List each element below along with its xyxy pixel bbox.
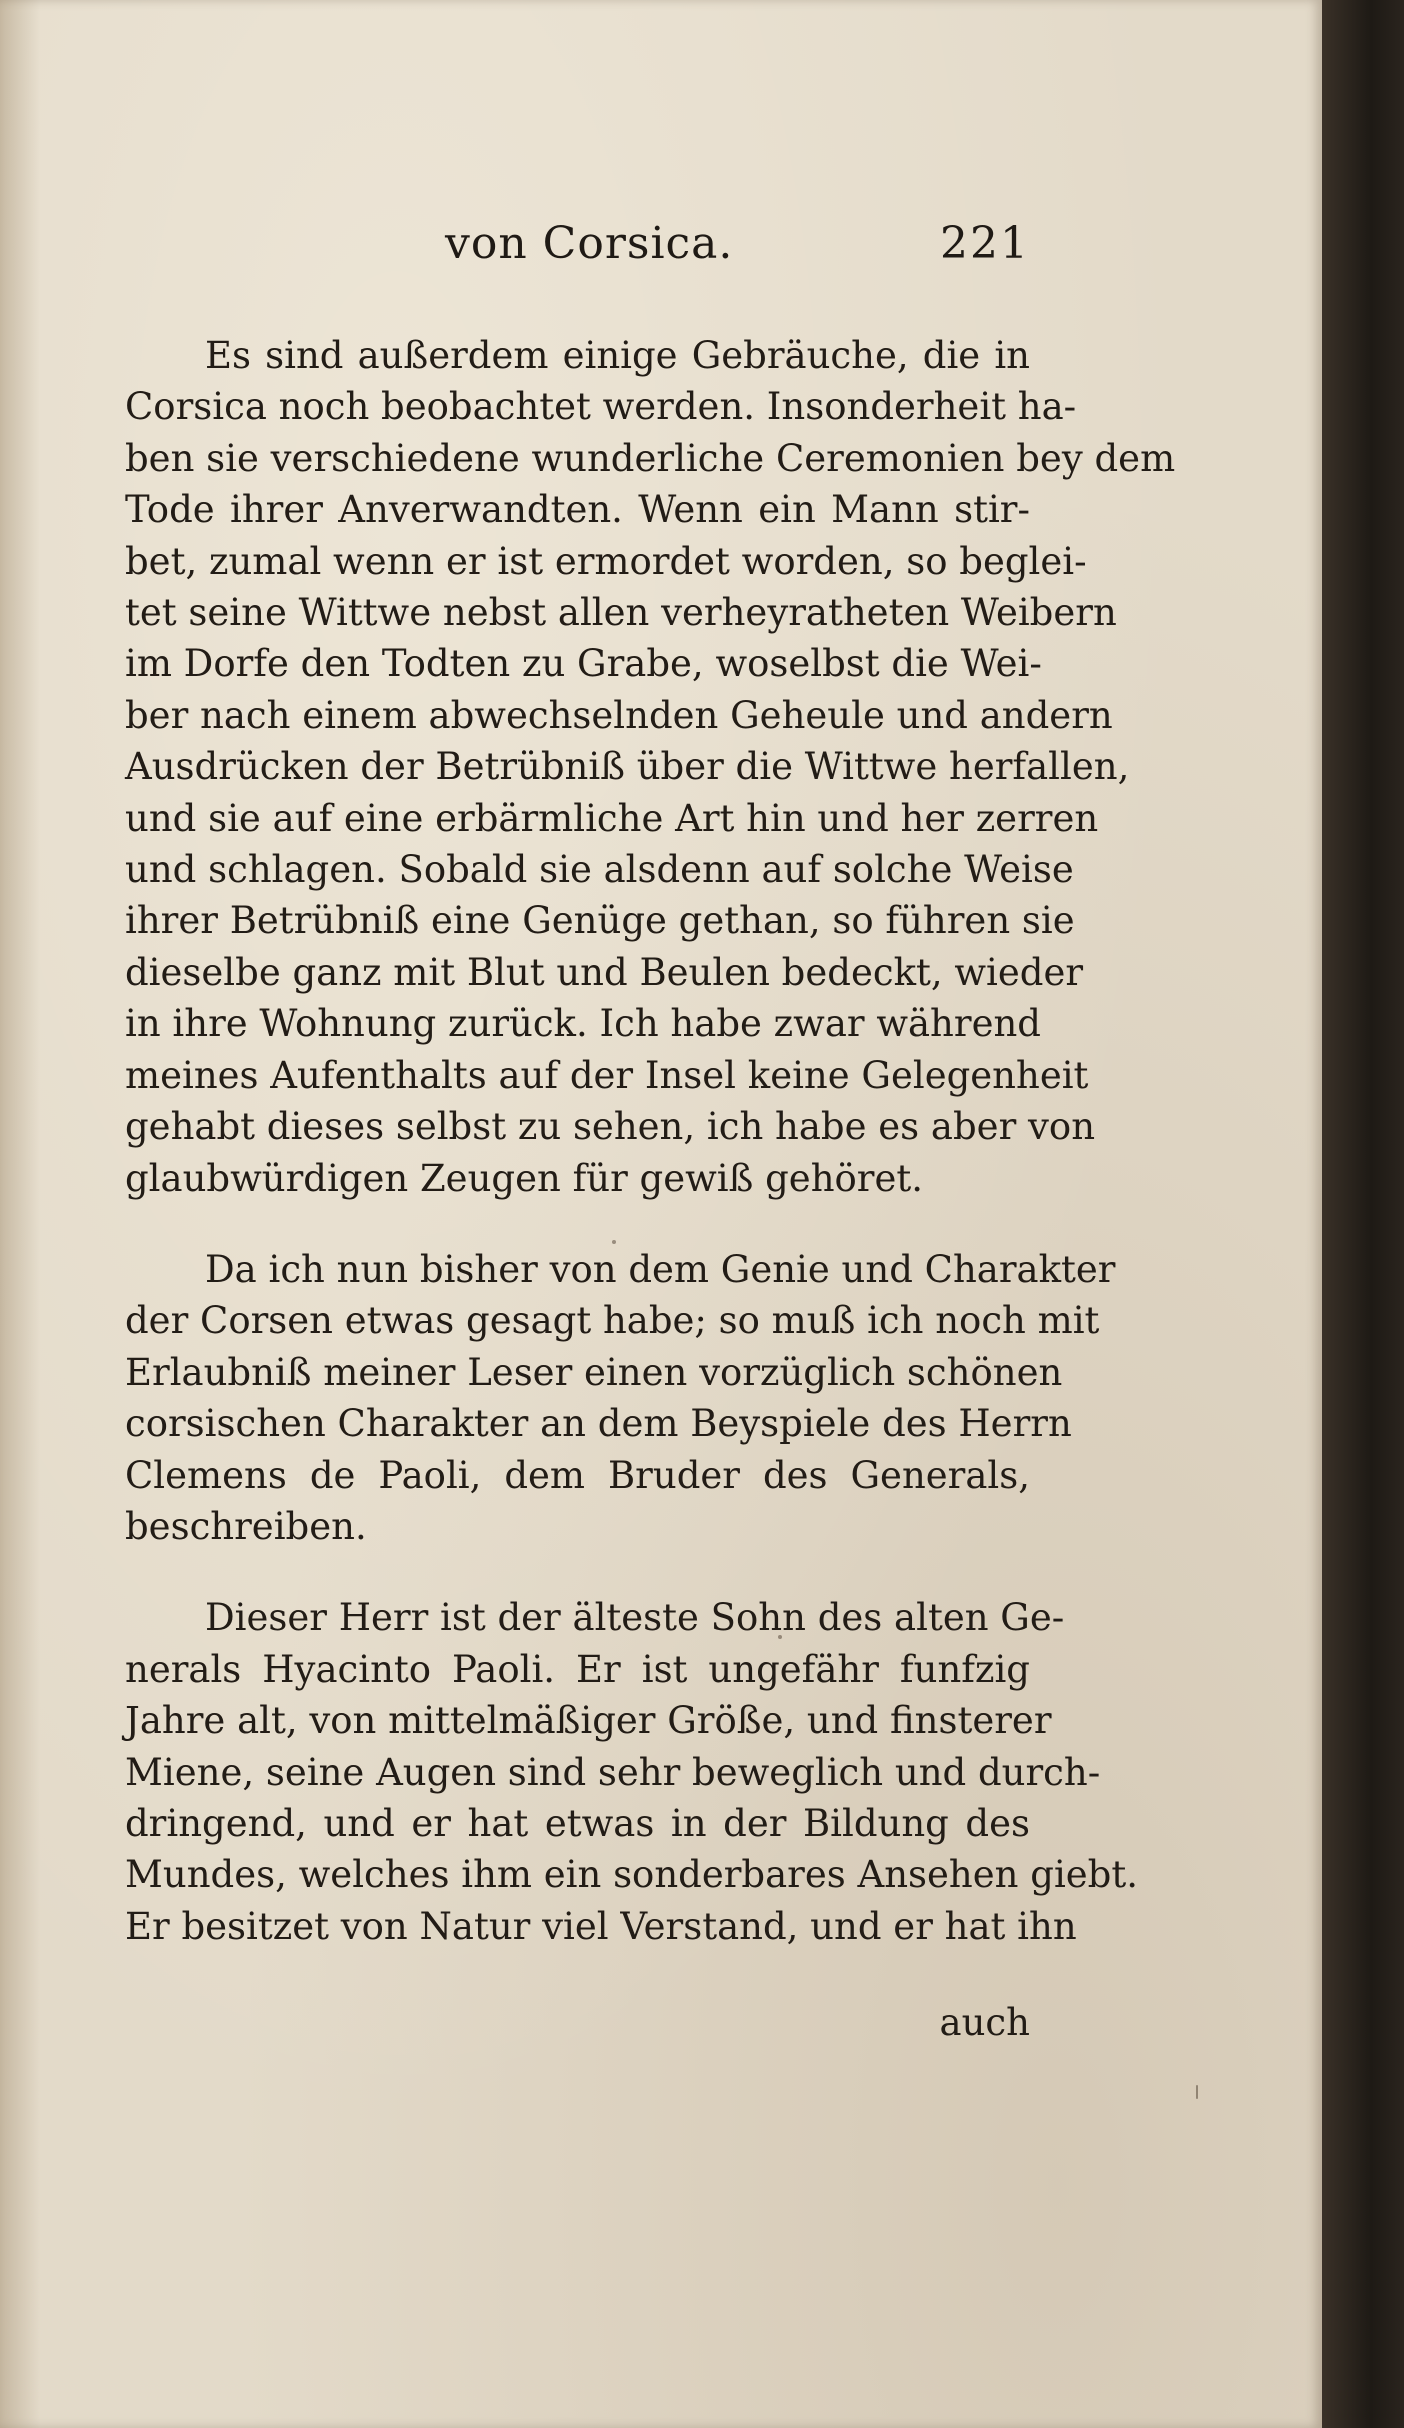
paper-speck (612, 1240, 616, 1244)
text-line: der Corsen etwas gesagt habe; so muß ich noch mit (125, 1299, 1100, 1343)
text-line: Es sind außerdem einige Gebräuche, die in (205, 334, 1030, 377)
text-line: Jahre alt, von mittelmäßiger Größe, und finsterer (125, 1699, 1052, 1743)
paper-speck (778, 1635, 782, 1639)
page-header (125, 218, 1030, 288)
text-line: und sie auf eine erbärmliche Art hin und her zerren (125, 796, 1099, 840)
text-line: Clemens de Paoli, dem Bruder des Generals, (125, 1453, 1030, 1497)
text-line: und schlagen. Sobald sie alsdenn auf solche Weise (125, 848, 1074, 892)
text-line: in ihre Wohnung zurück. Ich habe zwar während (125, 1002, 1041, 1046)
text-line: ber nach einem abwechselnden Geheule und andern (125, 693, 1113, 737)
text-line: im Dorfe den Todten zu Grabe, woselbst die Wei- (125, 642, 1042, 686)
text-line: Miene, seine Augen sind sehr beweglich und durch- (125, 1750, 1101, 1794)
paragraph-customs (125, 330, 1176, 1204)
text-line: Er besitzet von Natur viel Verstand, und er hat ihn (125, 1904, 1077, 1948)
text-line: Erlaubniß meiner Leser einen vorzüglich schönen (125, 1350, 1063, 1394)
text-line: dringend, und er hat etwas in der Bildung des (125, 1801, 1030, 1845)
background-edge (1322, 0, 1404, 2428)
running-title: von Corsica. (445, 218, 734, 269)
text-line: glaubwürdigen Zeugen für gewiß gehöret. (125, 1156, 924, 1200)
text-line: gehabt dieses selbst zu sehen, ich habe es aber von (125, 1105, 1096, 1149)
text-line: Tode ihrer Anverwandten. Wenn ein Mann stir- (125, 488, 1030, 532)
page-gutter-shadow (0, 0, 40, 2428)
text-line: meines Aufenthalts auf der Insel keine Gelegenheit (125, 1053, 1089, 1097)
text-line: Mundes, welches ihm ein sonderbares Ansehen giebt. (125, 1853, 1138, 1897)
text-line: ihrer Betrübniß eine Genüge gethan, so führen sie (125, 899, 1075, 943)
text-line: nerals Hyacinto Paoli. Er ist ungefähr funfzig (125, 1647, 1030, 1691)
paragraph-clemens-paoli (125, 1592, 1138, 1952)
text-line: Da ich nun bisher von dem Genie und Charakter (205, 1247, 1116, 1291)
text-line: bet, zumal wenn er ist ermordet worden, so beglei- (125, 539, 1087, 583)
text-line: Dieser Herr ist der älteste Sohn des alten Ge- (205, 1596, 1065, 1640)
body-text (125, 330, 1176, 2044)
text-line: dieselbe ganz mit Blut und Beulen bedeckt, wieder (125, 950, 1084, 994)
catchword: auch (939, 2000, 1030, 2044)
text-line: corsischen Charakter an dem Beyspiele des Herrn (125, 1402, 1072, 1446)
text-line: Ausdrücken der Betrübniß über die Wittwe herfallen, (125, 745, 1130, 789)
paragraph-character (125, 1244, 1116, 1552)
page-number: 221 (940, 218, 1030, 269)
paper-mark (1196, 2085, 1198, 2099)
text-line: tet seine Wittwe nebst allen verheyratheten Weibern (125, 591, 1117, 635)
text-line: beschreiben. (125, 1504, 367, 1548)
text-line: Corsica noch beobachtet werden. Insonderheit ha- (125, 385, 1077, 429)
text-line: ben sie verschiedene wunderliche Ceremonien bey dem (125, 436, 1176, 480)
